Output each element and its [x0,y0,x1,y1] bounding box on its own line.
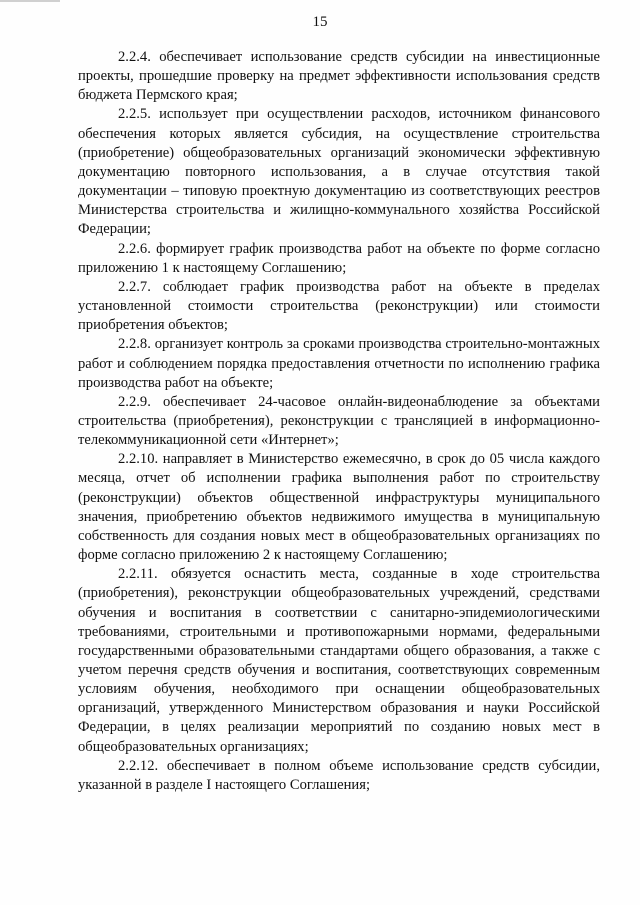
clause-2-2-8: 2.2.8. организует контроль за сроками производства строительно-монтажных работ и соблюдением порядка предоставления отчетности по исполнению графика производства работ на объекте; [78,336,600,391]
clause-2-2-7: 2.2.7. соблюдает график производства работ на объекте в пределах установленной стоимости строительства (реконструкции) или стоимости приобретения объектов; [78,278,600,334]
clause-2-2-10: 2.2.10. направляет в Министерство ежемесячно, в срок до 05 числа каждого месяца, отчет об исполнении графика выполнения работ по строительству (реконструкции) объектов общественной инфраструктуры муниципального значения, приобретению объектов недвижимого имущества в муниципальную собственность для создания новых мест в общеобразовательных организациях по форме согласно приложению 2 к настоящему Соглашению; [78,451,600,564]
document-body [78,48,600,795]
clause-2-2-5: 2.2.5. использует при осуществлении расходов, источником финансового обеспечения которых является субсидия, на осуществление строительства (приобретение) общеобразовательных организаций экономически эффективную документацию повторного использования, а в случае отсутствия такой документации – типовую проектную документацию из соответствующих реестров Министерства строительства и жилищно-коммунального хозяйства Российской Федерации; [78,106,600,238]
clause-2-2-12: 2.2.12. обеспечивает в полном объеме использование средств субсидии, указанной в разделе I настоящего Соглашения; [78,757,600,793]
clause-2-2-4: 2.2.4. обеспечивает использование средств субсидии на инвестиционные проекты, прошедшие проверку на предмет эффективности использования средств бюджета Пермского края; [78,49,600,104]
page-number: 15 [312,14,328,30]
clause-2-2-11: 2.2.11. обязуется оснастить места, созданные в ходе строительства (приобретения), реконструкции общеобразовательных учреждений, средствами обучения и воспитания в соответствии с санитарно-эпидемиологическими требованиями, строительными и противопожарными нормами, федеральными государственными образовательными стандартами общего образования, а также с учетом перечня средств обучения и воспитания, соответствующих современным условиям обучения, необходимого при оснащении общеобразовательных организаций, утвержденного Министерством образования и науки Российской Федерации, в целях реализации мероприятий по созданию новых мест в общеобразовательных организациях; [78,566,600,755]
clause-2-2-6: 2.2.6. формирует график производства работ на объекте по форме согласно приложению 1 к настоящему Соглашению; [78,240,600,276]
clause-2-2-9: 2.2.9. обеспечивает 24-часовое онлайн-видеонаблюдение за объектами строительства (приобретения), реконструкции с трансляцией в информационно-телекоммуникационной сети «Интернет»; [78,393,600,449]
